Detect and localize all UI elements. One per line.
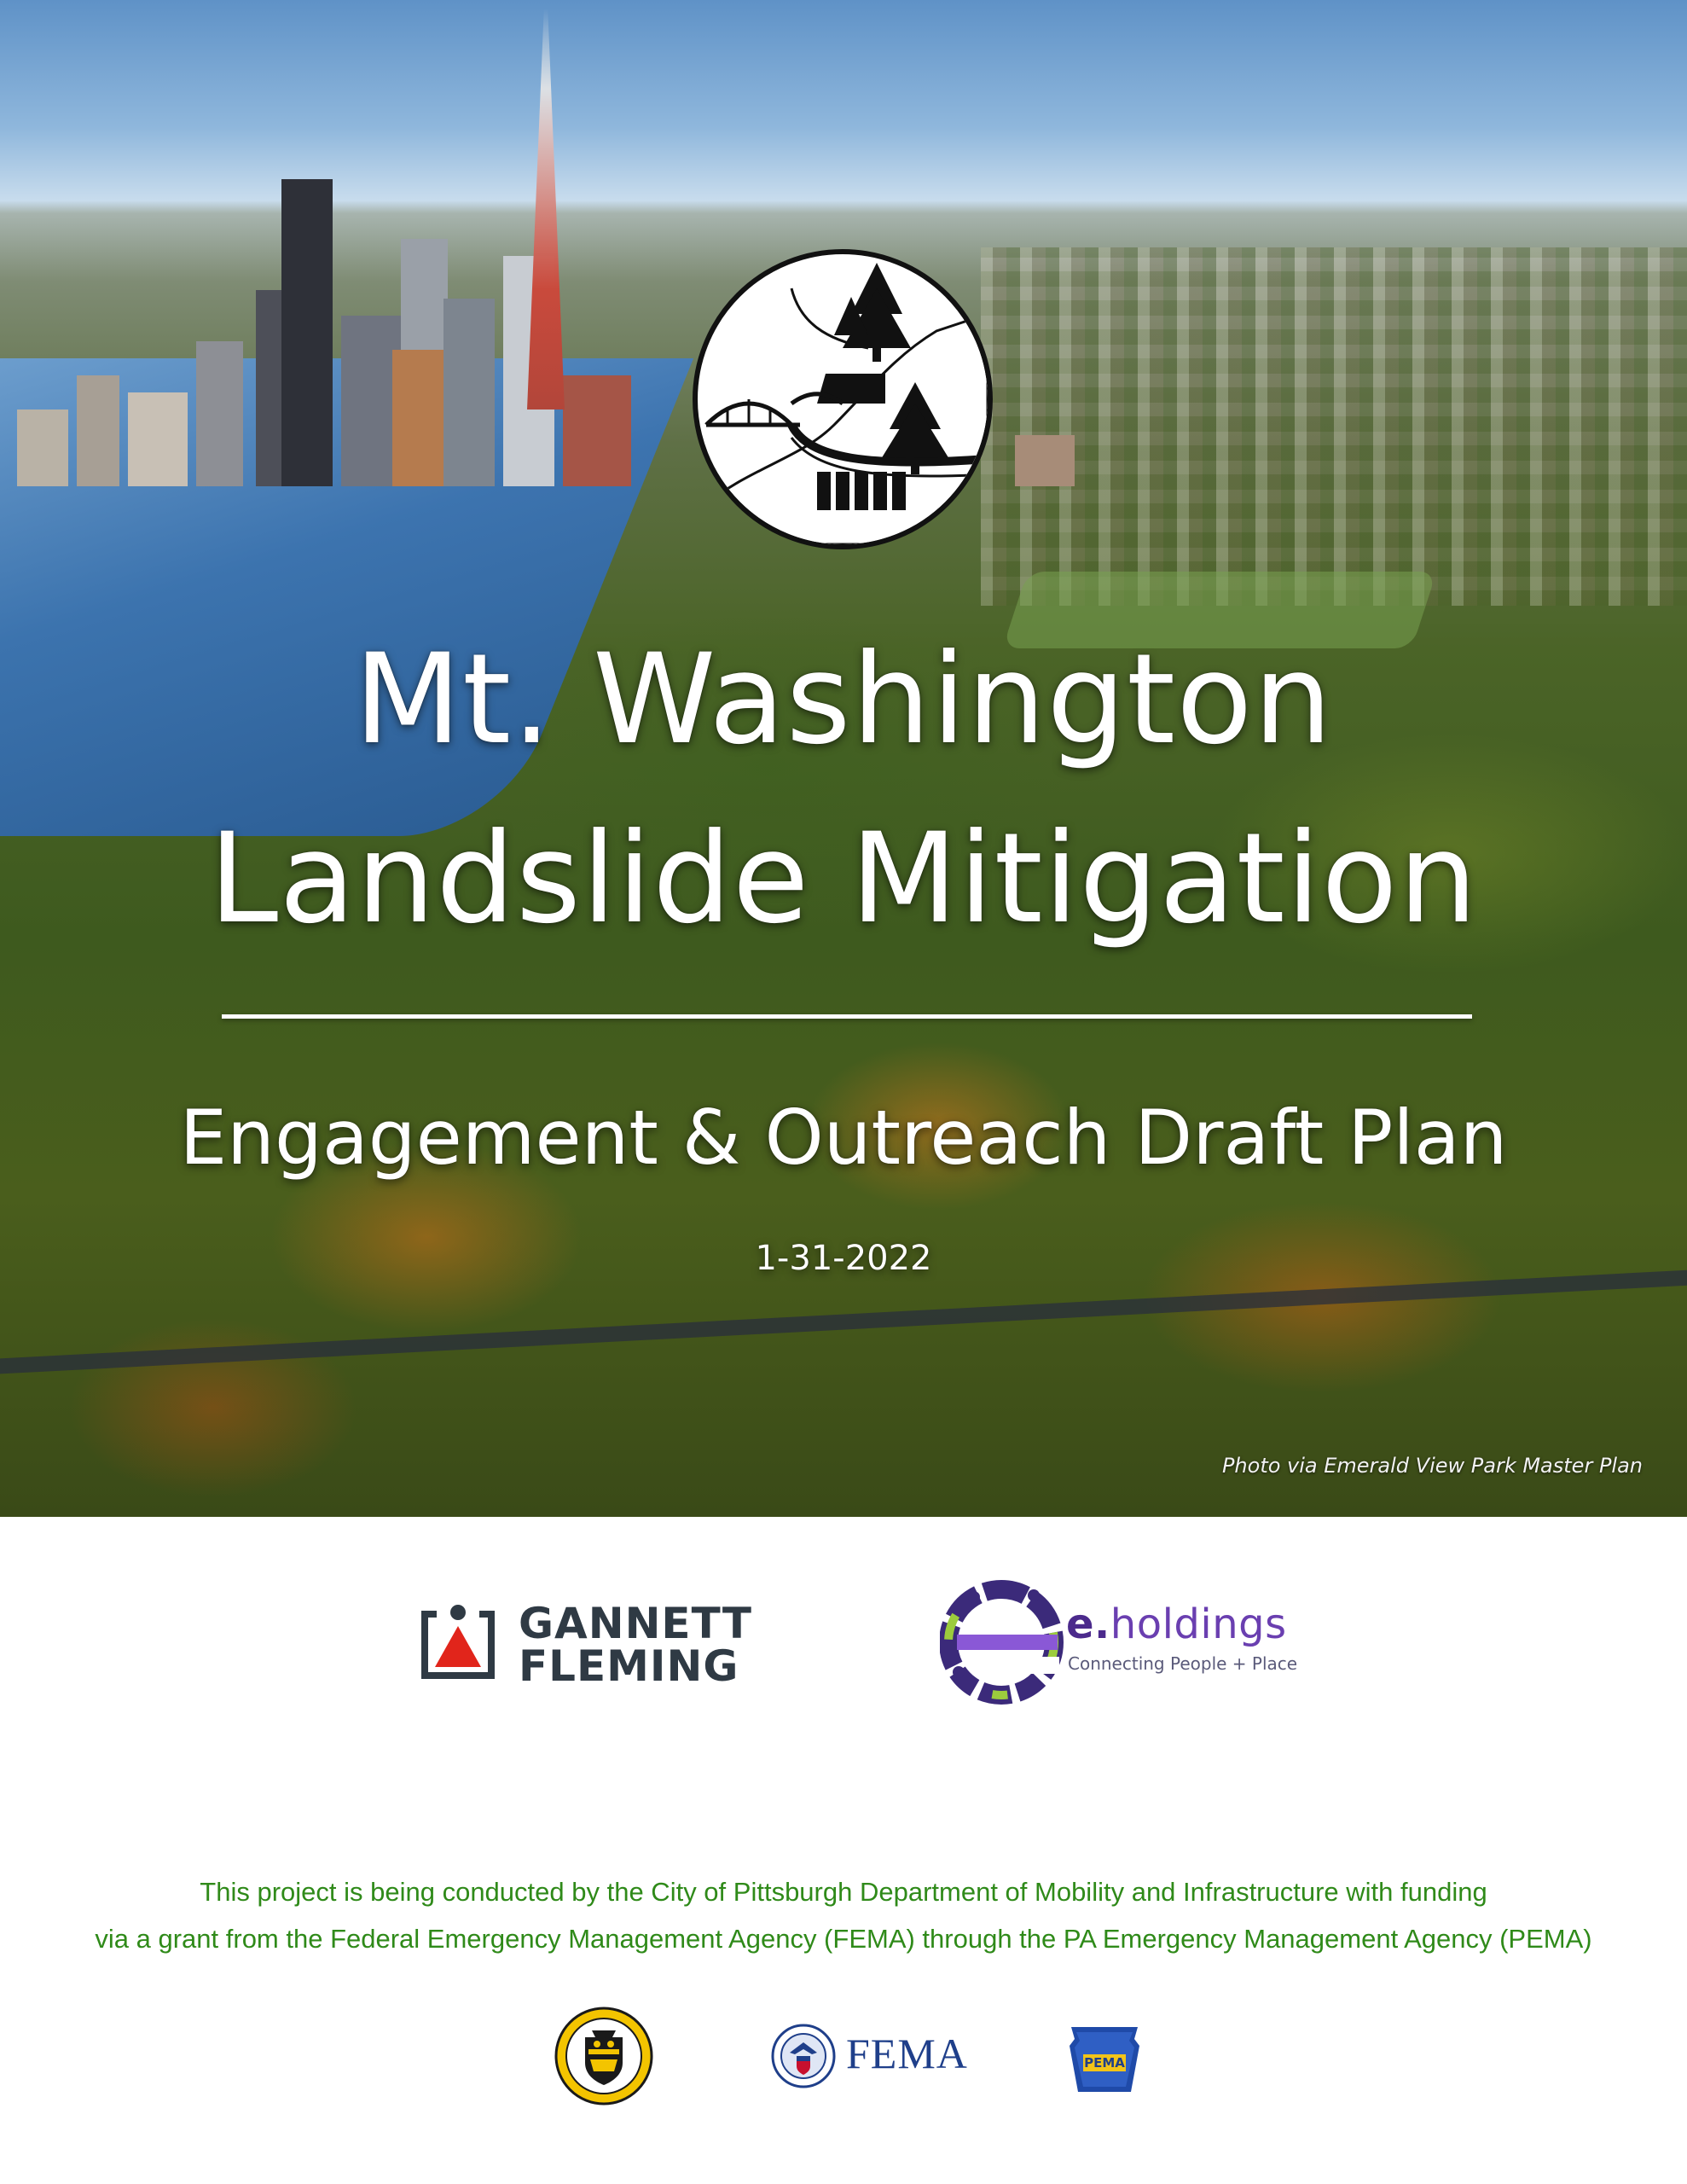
- photo-credit: Photo via Emerald View Park Master Plan: [1221, 1454, 1643, 1478]
- gannett-fleming-line-1: GANNETT: [519, 1599, 752, 1648]
- e-holdings-tagline: Connecting People + Place: [1068, 1653, 1298, 1674]
- pema-label: PEMA: [1084, 2055, 1125, 2071]
- gannett-fleming-line-2: FLEMING: [519, 1641, 739, 1691]
- cover-title-line-2: Landslide Mitigation: [208, 806, 1479, 951]
- hillside-landscape-icon: [698, 254, 988, 544]
- hillside-road: [0, 1267, 1687, 1376]
- cover-date: 1-31-2022: [755, 1239, 932, 1278]
- city-of-pittsburgh-seal-icon: [554, 2007, 653, 2106]
- funding-statement-line-2: via a grant from the Federal Emergency Management Agency (FEMA) through the PA Emergency Management Agency (PEMA): [95, 1924, 1592, 1954]
- dhs-seal-icon: [771, 2024, 836, 2088]
- gannett-fleming-logo-icon: [416, 1600, 500, 1684]
- pa-keystone-icon: [1066, 2024, 1143, 2095]
- gannett-fleming-logo: [416, 1599, 757, 1691]
- cover-title-line-1: Mt. Washington: [354, 627, 1333, 772]
- fema-logo: [771, 2020, 967, 2092]
- e-holdings-logo-icon: [940, 1578, 1068, 1706]
- e-holdings-suffix: holdings: [1110, 1600, 1287, 1648]
- e-holdings-name: [1066, 1600, 1287, 1648]
- e-holdings-logo: [940, 1578, 1298, 1706]
- project-logo: [693, 249, 993, 549]
- title-divider: [222, 1014, 1472, 1019]
- fema-label: FEMA: [846, 2030, 968, 2077]
- cover-subtitle: Engagement & Outreach Draft Plan: [179, 1094, 1508, 1182]
- e-holdings-prefix: e.: [1066, 1600, 1110, 1648]
- funding-statement-line-1: This project is being conducted by the City of Pittsburgh Department of Mobility and Infrastructure with funding: [200, 1877, 1487, 1907]
